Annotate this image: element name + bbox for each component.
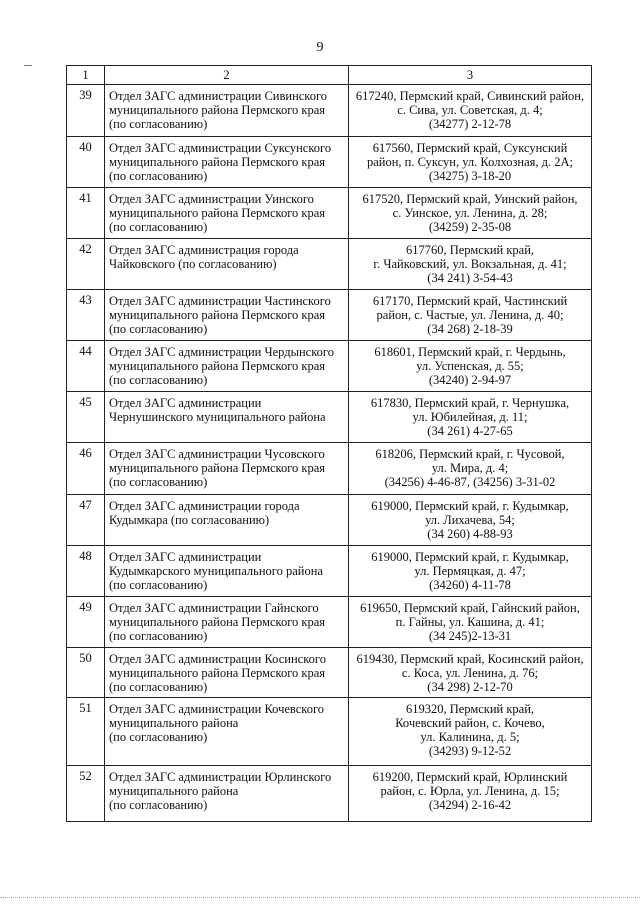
address-line: 618206, Пермский край, г. Чусовой, bbox=[375, 447, 565, 461]
office-name-cell bbox=[105, 648, 349, 698]
office-name-cell bbox=[105, 341, 349, 392]
table-row bbox=[67, 698, 592, 766]
office-name-cell bbox=[105, 85, 349, 137]
office-name-line: Отдел ЗАГС администрации Косинского bbox=[109, 652, 326, 666]
office-name-line: муниципального района Пермского края bbox=[109, 103, 326, 117]
office-name-line: Отдел ЗАГС администрации Юрлинского bbox=[109, 770, 332, 784]
office-name-line: муниципального района bbox=[109, 716, 239, 730]
address-line: п. Гайны, ул. Кашина, д. 41; bbox=[395, 615, 545, 629]
office-name-line: Отдел ЗАГС администрации Сивинского bbox=[109, 89, 328, 103]
column-header-address: 3 bbox=[349, 66, 592, 85]
office-name-cell bbox=[105, 766, 349, 822]
table-row bbox=[67, 239, 592, 290]
table-row bbox=[67, 341, 592, 392]
address-line: (34 268) 2-18-39 bbox=[427, 322, 513, 336]
office-name-cell bbox=[105, 546, 349, 597]
address-line: 619000, Пермский край, г. Кудымкар, bbox=[371, 499, 569, 513]
office-name-cell bbox=[105, 698, 349, 766]
address-cell bbox=[349, 766, 592, 822]
address-line: (34 245)2-13-31 bbox=[428, 629, 512, 643]
header-row bbox=[67, 66, 592, 85]
address-cell bbox=[349, 546, 592, 597]
address-cell bbox=[349, 341, 592, 392]
address-line: ул. Мира, д. 4; bbox=[431, 461, 509, 475]
row-number: 44 bbox=[67, 341, 105, 392]
address-line: 619430, Пермский край, Косинский район, bbox=[356, 652, 584, 666]
address-line: (34293) 9-12-52 bbox=[428, 744, 512, 758]
office-name-line: муниципального района Пермского края bbox=[109, 308, 326, 322]
office-name-line: (по согласованию) bbox=[109, 322, 208, 336]
office-name-line: (по согласованию) bbox=[109, 475, 208, 489]
address-cell bbox=[349, 392, 592, 443]
office-name-line: муниципального района Пермского края bbox=[109, 155, 326, 169]
office-name-line: Чернушинского муниципального района bbox=[109, 410, 326, 424]
address-line: ул. Пермяцкая, д. 47; bbox=[414, 564, 526, 578]
address-line: (34259) 2-35-08 bbox=[428, 220, 512, 234]
table-row bbox=[67, 188, 592, 239]
address-line: (34260) 4-11-78 bbox=[429, 578, 511, 592]
table-row bbox=[67, 137, 592, 188]
address-line: район, п. Суксун, ул. Колхозная, д. 2А; bbox=[366, 155, 573, 169]
address-line: 617520, Пермский край, Уинский район, bbox=[362, 192, 578, 206]
address-line: ул. Успенская, д. 55; bbox=[416, 359, 524, 373]
address-cell bbox=[349, 597, 592, 648]
address-line: с. Уинское, ул. Ленина, д. 28; bbox=[392, 206, 548, 220]
office-name-cell bbox=[105, 443, 349, 495]
margin-tick bbox=[24, 65, 32, 66]
row-number: 41 bbox=[67, 188, 105, 239]
address-line: район, с. Юрла, ул. Ленина, д. 15; bbox=[380, 784, 560, 798]
table-row bbox=[67, 290, 592, 341]
address-cell bbox=[349, 290, 592, 341]
address-line: 619200, Пермский край, Юрлинский bbox=[372, 770, 568, 784]
office-name-line: Кудымкара (по согласованию) bbox=[109, 513, 270, 527]
office-name-line: муниципального района Пермского края bbox=[109, 206, 326, 220]
registry-table bbox=[66, 65, 592, 822]
office-name-cell bbox=[105, 188, 349, 239]
office-name-line: Чайковского (по согласованию) bbox=[109, 257, 277, 271]
table-row bbox=[67, 648, 592, 698]
table-row bbox=[67, 443, 592, 495]
office-name-line: Отдел ЗАГС администрации Чусовского bbox=[109, 447, 325, 461]
address-line: 619000, Пермский край, г. Кудымкар, bbox=[371, 550, 569, 564]
address-line: 619320, Пермский край, bbox=[405, 702, 535, 716]
address-cell bbox=[349, 648, 592, 698]
office-name-line: Отдел ЗАГС администрация города bbox=[109, 243, 299, 257]
table-row bbox=[67, 766, 592, 822]
row-number: 40 bbox=[67, 137, 105, 188]
table-row bbox=[67, 495, 592, 546]
address-cell bbox=[349, 85, 592, 137]
table-row bbox=[67, 85, 592, 137]
address-line: (34 260) 4-88-93 bbox=[427, 527, 513, 541]
address-line: с. Сива, ул. Советская, д. 4; bbox=[397, 103, 543, 117]
page-bottom-rule bbox=[0, 897, 640, 898]
office-name-cell bbox=[105, 290, 349, 341]
row-number: 45 bbox=[67, 392, 105, 443]
office-name-line: Кудымкарского муниципального района bbox=[109, 564, 323, 578]
row-number: 50 bbox=[67, 648, 105, 698]
address-line: район, с. Частые, ул. Ленина, д. 40; bbox=[376, 308, 564, 322]
address-cell bbox=[349, 137, 592, 188]
office-name-line: муниципального района Пермского края bbox=[109, 359, 326, 373]
address-line: г. Чайковский, ул. Вокзальная, д. 41; bbox=[373, 257, 567, 271]
office-name-line: (по согласованию) bbox=[109, 373, 208, 387]
office-name-line: Отдел ЗАГС администрации Уинского bbox=[109, 192, 314, 206]
office-name-cell bbox=[105, 495, 349, 546]
office-name-line: (по согласованию) bbox=[109, 117, 208, 131]
row-number: 42 bbox=[67, 239, 105, 290]
address-line: (34 298) 2-12-70 bbox=[427, 680, 513, 694]
row-number: 47 bbox=[67, 495, 105, 546]
table-row bbox=[67, 597, 592, 648]
address-cell bbox=[349, 698, 592, 766]
office-name-line: Отдел ЗАГС администрации Чердынского bbox=[109, 345, 334, 359]
office-name-line: (по согласованию) bbox=[109, 798, 208, 812]
address-line: (34 261) 4-27-65 bbox=[427, 424, 513, 438]
office-name-line: муниципального района bbox=[109, 784, 239, 798]
address-line: ул. Калинина, д. 5; bbox=[420, 730, 520, 744]
office-name-line: муниципального района Пермского края bbox=[109, 461, 326, 475]
office-name-line: (по согласованию) bbox=[109, 578, 208, 592]
address-line: ул. Лихачева, 54; bbox=[425, 513, 515, 527]
column-header-number: 1 bbox=[67, 66, 105, 85]
address-line: 619650, Пермский край, Гайнский район, bbox=[360, 601, 580, 615]
office-name-cell bbox=[105, 597, 349, 648]
office-name-line: Отдел ЗАГС администрации Гайнского bbox=[109, 601, 319, 615]
row-number: 43 bbox=[67, 290, 105, 341]
office-name-cell bbox=[105, 239, 349, 290]
row-number: 39 bbox=[67, 85, 105, 137]
office-name-line: муниципального района Пермского края bbox=[109, 666, 326, 680]
office-name-line: муниципального района Пермского края bbox=[109, 615, 326, 629]
table-row bbox=[67, 392, 592, 443]
address-line: 617760, Пермский край, bbox=[405, 243, 535, 257]
office-name-line: Отдел ЗАГС администрации Кочевского bbox=[109, 702, 325, 716]
page-number: 9 bbox=[316, 40, 324, 55]
row-number: 49 bbox=[67, 597, 105, 648]
office-name-line: (по согласованию) bbox=[109, 629, 208, 643]
address-line: 617240, Пермский край, Сивинский район, bbox=[355, 89, 585, 103]
address-line: (34294) 2-16-42 bbox=[428, 798, 512, 812]
office-name-line: Отдел ЗАГС администрации Частинского bbox=[109, 294, 331, 308]
address-line: (34277) 2-12-78 bbox=[428, 117, 512, 131]
office-name-line: (по согласованию) bbox=[109, 730, 208, 744]
table-body bbox=[67, 85, 592, 822]
address-line: 617830, Пермский край, г. Чернушка, bbox=[370, 396, 570, 410]
address-cell bbox=[349, 188, 592, 239]
address-line: (34240) 2-94-97 bbox=[428, 373, 512, 387]
office-name-line: (по согласованию) bbox=[109, 680, 208, 694]
address-line: 617560, Пермский край, Суксунский bbox=[372, 141, 568, 155]
office-name-line: (по согласованию) bbox=[109, 220, 208, 234]
office-name-line: Отдел ЗАГС администрации bbox=[109, 396, 262, 410]
office-name-cell bbox=[105, 392, 349, 443]
address-cell bbox=[349, 495, 592, 546]
address-line: с. Коса, ул. Ленина, д. 76; bbox=[401, 666, 539, 680]
table-row bbox=[67, 546, 592, 597]
address-line: Кочевский район, с. Кочево, bbox=[395, 716, 545, 730]
office-name-line: Отдел ЗАГС администрации города bbox=[109, 499, 300, 513]
office-name-line: Отдел ЗАГС администрации Суксунского bbox=[109, 141, 332, 155]
office-name-cell bbox=[105, 137, 349, 188]
row-number: 52 bbox=[67, 766, 105, 822]
row-number: 46 bbox=[67, 443, 105, 495]
row-number: 48 bbox=[67, 546, 105, 597]
address-line: (34256) 4-46-87, (34256) 3-31-02 bbox=[384, 475, 556, 489]
address-line: (34 241) 3-54-43 bbox=[427, 271, 513, 285]
address-cell bbox=[349, 239, 592, 290]
address-cell bbox=[349, 443, 592, 495]
row-number: 51 bbox=[67, 698, 105, 766]
address-line: (34275) 3-18-20 bbox=[428, 169, 512, 183]
office-name-line: (по согласованию) bbox=[109, 169, 208, 183]
address-line: ул. Юбилейная, д. 11; bbox=[412, 410, 528, 424]
address-line: 617170, Пермский край, Частинский bbox=[372, 294, 568, 308]
column-header-name: 2 bbox=[105, 66, 349, 85]
office-name-line: Отдел ЗАГС администрации bbox=[109, 550, 262, 564]
address-line: 618601, Пермский край, г. Чердынь, bbox=[374, 345, 566, 359]
